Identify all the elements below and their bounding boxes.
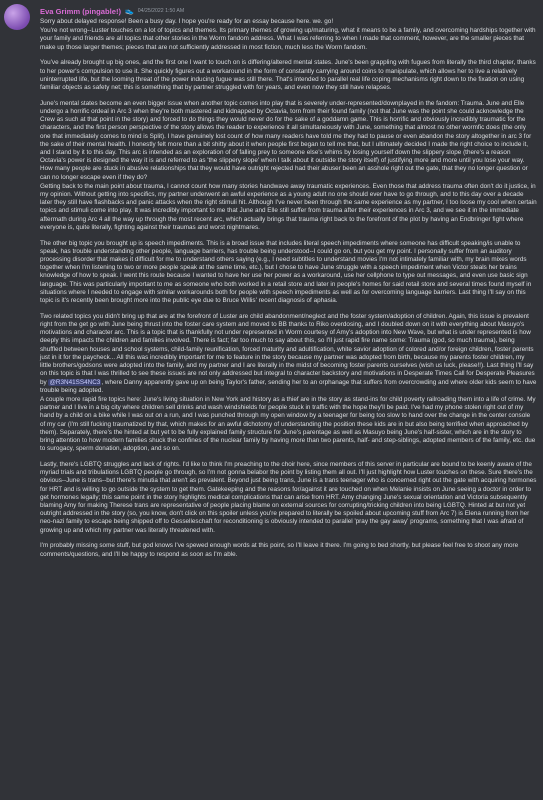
paragraph: June's mental states become an even bigger issue when another topic comes into play that is severely under-represented/downplayed in the fandom: Trauma. June and Elle undergo a horrific ordeal in Arc 3 when they're both mastered and kidnapped by Octavia, torn from their found family (not that June was the point she could acknowledge the Crew as such at that point in the story) and forced to do things they would never do for the sake of a goddamn game. This is horrific and obviously incredibly traumatic for the characters, and the first person perspective of the story allows the reader to experience it all simultaneously with June, something that almost no other wormfic does (the only one that immediately comes to mind is Split). I have genuinely lost count of how many readers have told me they had to pause or even abandon the story altogether in arc 3 for the sake of their mental health. I honestly felt more than a bit shitty about it when people first began to tell me that, but I ultimately decided I made the right choice to include it, and I stand by it to this day. This arc is intended as an exploration of of falling prey to someone else's whims by losing yourself down the slippery slope (there's a reason Octavia's power is designed the way it is and referred to as 'the slippery slope' when I talk about it outside the story itself) of justifying more and more until you lose your way. How many people are stuck in abusive relationships that they would have outright rejected had their abuser been an asshole right out the gate, that they no longer question or can no longer escape even if they do? <box>40 99 532 181</box>
skate-shoe-icon: 👟 <box>125 8 134 15</box>
paragraph <box>40 313 537 395</box>
paragraph: Getting back to the main point about trauma, I cannot count how many stories handwave away traumatic experiences. Even those that address trauma often don't do it justice, in my opinion. Without getting into specifics, my partner underwent an awful experience as a young adult no one should ever have to go through, and to this day over a decade later they still have flashbacks and panic attacks when the right stimuli hit. Although I've never been through the same experience as my partner, I too loose my cool when certain topics and stimuli come into play. It was incredibly important to me that June and Elle still suffer from trauma after their experiences in Arc 3, and we see it in the immediate aftermath during Arc 4 all the way up through the most recent arc, which actually brings that trauma right back to the forefront of the plot by having an Endbringer fight where everyone is, quite literally, fighting against their traumas and worst nightmares. <box>40 182 537 231</box>
paragraph: A couple more rapid fire topics here: June's living situation in New York and history as a thief are in the story as stand-ins for child poverty railroading them into a life of crime. My partner and I live in a big city where children sell drinks and wash windshields for people stuck in traffic with the hope they'll be paid. I've had my phone stolen right out of my hand by a child on a bike while I was out on a run, and I was punched through my open window by a teenager for being too slow to hand over the change in the center console of my car (I'm still fucking traumatized by that, which makes for an awful dichotomy of understanding the position these kids are in but also being terrified when approached by them). Separately, there's the hinted at but yet to be fully explained family structure for June's parentage as well as Masuyo being June's half-sister, which are in the story to bring attention to how modern families shuck the confines of the nuclear family by having more than two parents, half- and step-siblings, adopted members of the family, etc. due to surogacy, sperm donation, adoption, and so on. <box>40 395 536 453</box>
user-mention[interactable]: @R3N41SS4NC3 <box>49 378 101 386</box>
username[interactable]: Eva Grimm (pingable!) <box>40 6 122 16</box>
timestamp: 04/25/2022 1:50 AM <box>137 8 185 14</box>
paragraph-text: Two related topics you didn't bring up that are at the forefront of Luster are child abandonment/neglect and the foster system/adoption of children. Again, this issue is prevalent right from the get go with June being thrust into the foster care system and moved to BB thanks to Riko overdosing, and I doubled down on it with everything about Masuyo's motivations and character arc. This is a topic that is thankfully not under represented in Worm courtesy of Amy's adoption into New Wave, but what is under represented is how deeply this impacts the children and families involved. There is fact; far too much to say about this, so I'll just rapid fire name some: Trauma (god, so much trauma), being shuffled between houses and school systems, child-family reunification, forced maturity and adultification, white savior adoption of colored and/or foreign children, foster parents just in it for the paycheck... All this was incredibly important for me to feature in the story because my partner was adopted from birth, because my parents foster children, my little brothers/godsons were adopted into the family, and my partner and I are literally in the midst of becoming foster parents ourselves (wish us luck, please!!). Last thing I'll say on this topic is that I was thrilled to see these issues are not only addressed but integral to character backstory and motivations in Desperate Times Call for Desperate Pleasures by <box>40 312 535 386</box>
paragraph: I'm probably missing some stuff, but god knows I've spewed enough words at this point, so I'll leave it there. I'm going to bed shortly, but please feel free to shoot any more comments/questions, and I'll be happy to respond as soon as I'm able. <box>40 542 519 558</box>
message-header <box>40 4 537 18</box>
paragraph: Sorry about delayed response! Been a busy day. I hope you're ready for an essay because here. we. go! <box>40 18 334 25</box>
paragraph: Lastly, there's LGBTQ struggles and lack of rights. I'd like to think I'm preaching to the choir here, since members of this server in particular are bound to be keenly aware of the myriad trials and tribulations LGBTQ people go through, so I'm not gonna belabor the point by listing them all out. I'll just highlight how Luster touches on these. Sure there's the obvious--June is trans--but there's minutia that aren't as prevalent. Beyond just being trans, June is a trans teenager who is concerned right out the gate with acquiring hormones for HRT and is willing to go outside the system to get them. Gatekeeping and the reasons for/against it are touched on when Melanie insists on June seeing a doctor in order to get hormones legally; this same point in the story highlights medical complications that can arise from HRT. Amy changing June's sexual orientation and Victoria subsequently blaming Amy for making Therese trans are representative of people placing blame on external sources for corrupting/tricking children into being LGBTQ. Hinted at but not yet outright addressed in the story (so, you know, don't click on this spoiler unless you're prepared to literally be spoiled about upcoming stuff from Arc 7) is Elena running from her neo-nazi family to escape being shipped off to Gesselleschaft for reconditioning is obviously intended to parallel 'pray the gay away' programs, something that I was afraid of growing up and which my partner was literally threatened with. <box>40 460 537 534</box>
message-body <box>40 18 537 559</box>
paragraph: The other big topic you brought up is speech impediments. This is a broad issue that includes literal speech impediments where someone has difficult speaking/is unable to speak, has trouble understanding other people, language barriers, has trouble being understood--I could go on, but you get my point. I personally suffer from an auditory processing disorder that makes it difficult for me to understand others saying (e.g., I need subtitles to understand movies I'm not intimately familiar with, my brain mixes words together when I'm listening to two or more people speak at the same time, etc.), but I chose to have June struggle with a speech impediment when Victor steals her brains knowledge of how to speak. I went this route because I wanted to have her use her power as a workaround, use her cellphone to type out messages, and even use basic sign language. This was particularly important to me as someone who both worked in a retail store and later in people's homes for said retail store and several times found myself in situations where I needed to engage with similar workarounds both for people with speech impediments as well as for overcoming language barriers. Last thing I'll say on this topic is it's recently been brought more into the public eye due to Bruce Willis' recent diagnosis of aphasia. <box>40 239 532 305</box>
avatar[interactable] <box>4 4 30 30</box>
paragraph: You're not wrong--Luster touches on a lot of topics and themes. Its primary themes of growing up/maturing, what it means to be a family, and overcoming hardships together with your family and friends are all topics that other stories in the Worm fandom address. What I was referring to when I made that comment, however, are the smaller pieces that make up those larger themes; pieces that are not sufficiently addressed in most fiction, much less the Worm fandom. <box>40 27 536 51</box>
paragraph: You've already brought up big ones, and the first one I want to touch on is differing/altered mental states. June's been grappling with fugues from literally the third chapter, thanks to her power's compulsion to use it. She quickly figures out a workaround in the form of constantly carrying around coins to manipulate, which allows her to live a relatively uninterrupted life, but the looming threat of the power inducing fugue was still there. That's intended to parallel real life coping mechanisms right down to the fixation on using familiar objects as safety net; this is something that by partner struggled with for years, and even now they still have relapses. <box>40 59 536 92</box>
paragraph-text: , where Danny apparently gave up on being Taylor's father, sending her to an orphanage that suffers from overcrowding and where older kids seem to have trouble being adopted. <box>40 378 537 394</box>
